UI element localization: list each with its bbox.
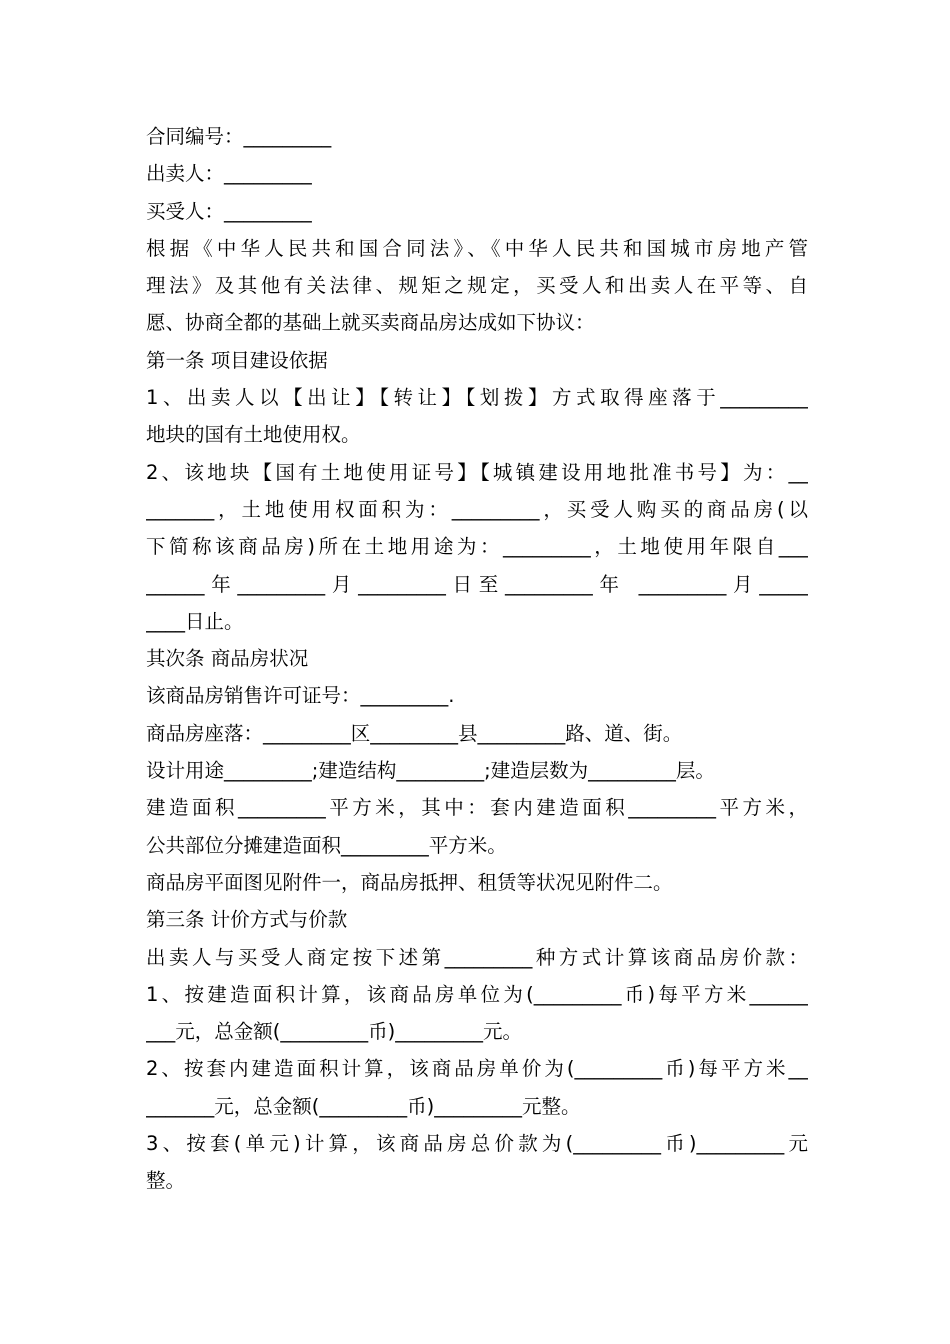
article-2-text: 该商品房销售许可证号：_________. — [146, 684, 455, 708]
article-3-item-3: 整。 — [146, 1169, 186, 1193]
article-3-item-2: _______元，总金额(_________币)_________元整。 — [146, 1094, 581, 1118]
article-3-item-1: ___元，总金额(_________币)_________元。 — [146, 1020, 522, 1044]
contract-document — [146, 118, 808, 1200]
article-2-text: 公共部位分摊建造面积_________平方米。 — [146, 833, 507, 857]
buyer-line: 买受人：_________ — [146, 199, 312, 223]
article-1-heading: 第一条 项目建设依据 — [146, 348, 328, 372]
article-3-item-3: 3、按套(单元)计算，该商品房总价款为(_________币)_________元 — [146, 1132, 808, 1156]
article-2-text: 建造面积_________平方米，其中：套内建造面积_________平方米， — [146, 796, 808, 820]
article-1-item-1: 1、出卖人以【出让】【转让】【划拨】方式取得座落于_________ — [146, 386, 808, 410]
article-3-text: 出卖人与买受人商定按下述第_________种方式计算该商品房价款： — [146, 945, 808, 969]
contract-number-line: 合同编号：_________ — [146, 125, 332, 148]
preamble-line: 根据《中华人民共和国合同法》、《中华人民共和国城市房地产管 — [146, 236, 808, 260]
article-2-heading: 其次条 商品房状况 — [146, 647, 309, 671]
article-1-item-2: 2、该地块【国有土地使用证号】【城镇建设用地批准书号】为：__ — [146, 460, 808, 484]
article-2-text: 设计用途_________;建造结构_________;建造层数为_________层。 — [146, 759, 715, 783]
preamble-line: 愿、协商全都的基础上就买卖商品房达成如下协议： — [146, 311, 595, 335]
article-2-text: 商品房座落：_________区_________县_________路、道、街。 — [146, 721, 683, 745]
article-1-item-1: 地块的国有土地使用权。 — [146, 423, 361, 447]
article-3-item-2: 2、按套内建造面积计算，该商品房单价为(_________币)每平方米__ — [146, 1057, 808, 1081]
article-1-item-2: _______，土地使用权面积为：_________，买受人购买的商品房(以 — [146, 497, 808, 521]
article-1-item-2: ____日止。 — [146, 609, 244, 633]
article-1-item-2: 下简称该商品房)所在土地用途为：_________，土地使用年限自___ — [146, 535, 808, 559]
article-3-item-1: 1、按建造面积计算，该商品房单位为(_________币)每平方米______ — [146, 982, 808, 1006]
article-3-heading: 第三条 计价方式与价款 — [146, 908, 348, 932]
preamble-line: 理法》及其他有关法律、规矩之规定，买受人和出卖人在平等、自 — [146, 274, 808, 298]
article-1-item-2: ______年_________月_________日至_________年 _________月_____ — [146, 572, 808, 596]
article-2-text: 商品房平面图见附件一，商品房抵押、租赁等状况见附件二。 — [146, 870, 673, 894]
seller-line: 出卖人：_________ — [146, 162, 312, 186]
